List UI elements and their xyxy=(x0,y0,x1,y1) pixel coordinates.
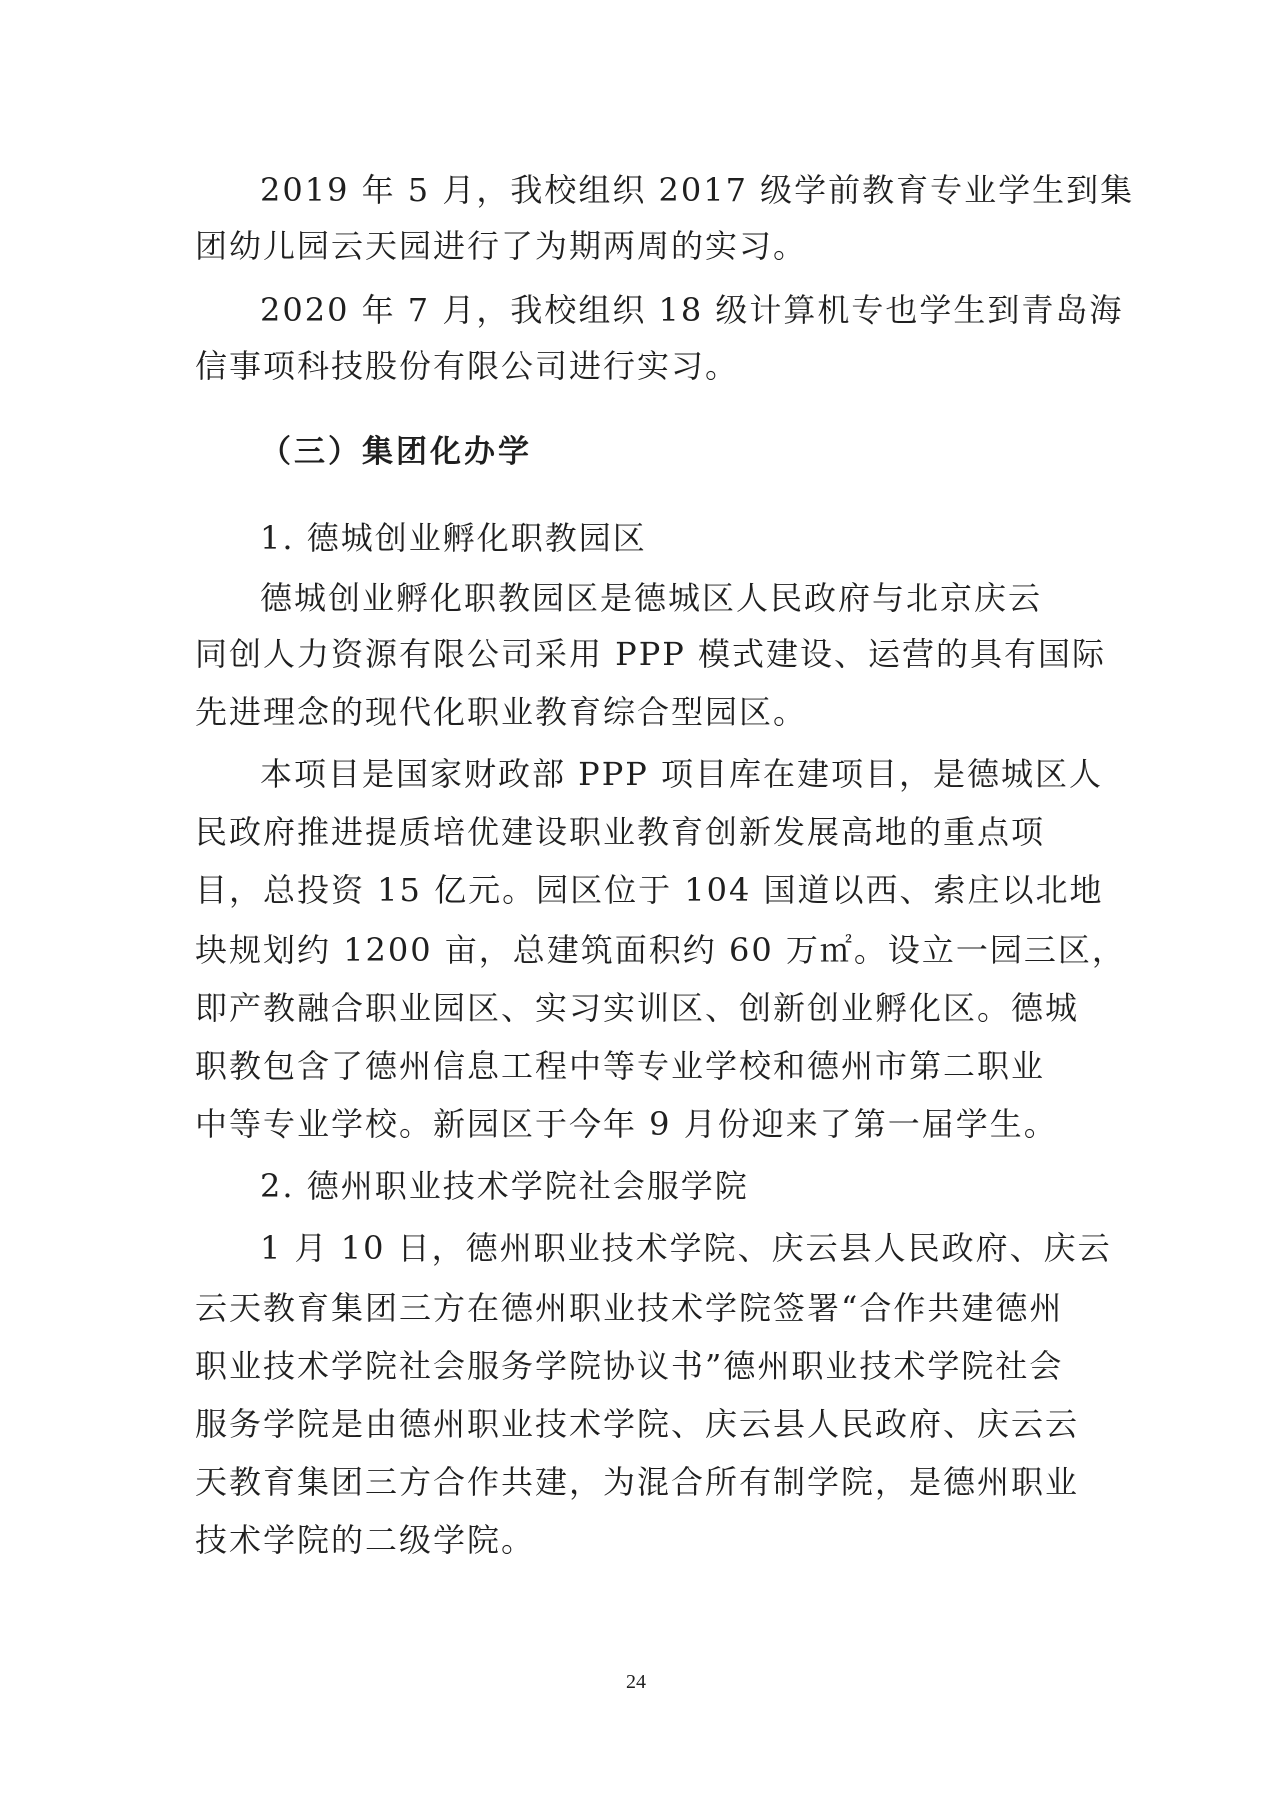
subsection-title: 1. 德城创业孵化职教园区 xyxy=(260,519,647,557)
paragraph-line: 天教育集团三方合作共建，为混合所有制学院，是德州职业 xyxy=(195,1463,1080,1501)
paragraph-line: 目，总投资 15 亿元。园区位于 104 国道以西、索庄以北地 xyxy=(195,871,1104,909)
paragraph-line: 信事项科技股份有限公司进行实习。 xyxy=(195,347,740,385)
paragraph-line: 德城创业孵化职教园区是德城区人民政府与北京庆云 xyxy=(260,579,1043,617)
page-number: 24 xyxy=(626,1671,646,1693)
paragraph-line: 1 月 10 日，德州职业技术学院、庆云县人民政府、庆云 xyxy=(260,1229,1112,1267)
paragraph-line: 民政府推进提质培优建设职业教育创新发展高地的重点项 xyxy=(195,813,1046,851)
paragraph-line: 职业技术学院社会服务学院协议书”德州职业技术学院社会 xyxy=(195,1347,1064,1385)
paragraph-line: 即产教融合职业园区、实习实训区、创新创业孵化区。德城 xyxy=(195,989,1080,1027)
paragraph-line: 先进理念的现代化职业教育综合型园区。 xyxy=(195,693,808,731)
paragraph-line: 本项目是国家财政部 PPP 项目库在建项目，是德城区人 xyxy=(260,755,1103,793)
subsection-title: 2. 德州职业技术学院社会服学院 xyxy=(260,1167,749,1205)
paragraph-line: 块规划约 1200 亩，总建筑面积约 60 万㎡。设立一园三区， xyxy=(195,931,1126,969)
paragraph-line: 服务学院是由德州职业技术学院、庆云县人民政府、庆云云 xyxy=(195,1405,1080,1443)
section-heading: （三）集团化办学 xyxy=(260,434,532,470)
paragraph-line: 技术学院的二级学院。 xyxy=(195,1521,536,1559)
paragraph-line: 中等专业学校。新园区于今年 9 月份迎来了第一届学生。 xyxy=(195,1105,1058,1143)
paragraph-line: 2019 年 5 月，我校组织 2017 级学前教育专业学生到集 xyxy=(260,171,1135,209)
paragraph-line: 团幼儿园云天园进行了为期两周的实习。 xyxy=(195,227,808,265)
paragraph-line: 职教包含了德州信息工程中等专业学校和德州市第二职业 xyxy=(195,1047,1046,1085)
paragraph-line: 2020 年 7 月，我校组织 18 级计算机专也学生到青岛海 xyxy=(260,291,1124,329)
paragraph-line: 同创人力资源有限公司采用 PPP 模式建设、运营的具有国际 xyxy=(195,635,1106,673)
paragraph-line: 云天教育集团三方在德州职业技术学院签署“合作共建德州 xyxy=(195,1289,1064,1327)
